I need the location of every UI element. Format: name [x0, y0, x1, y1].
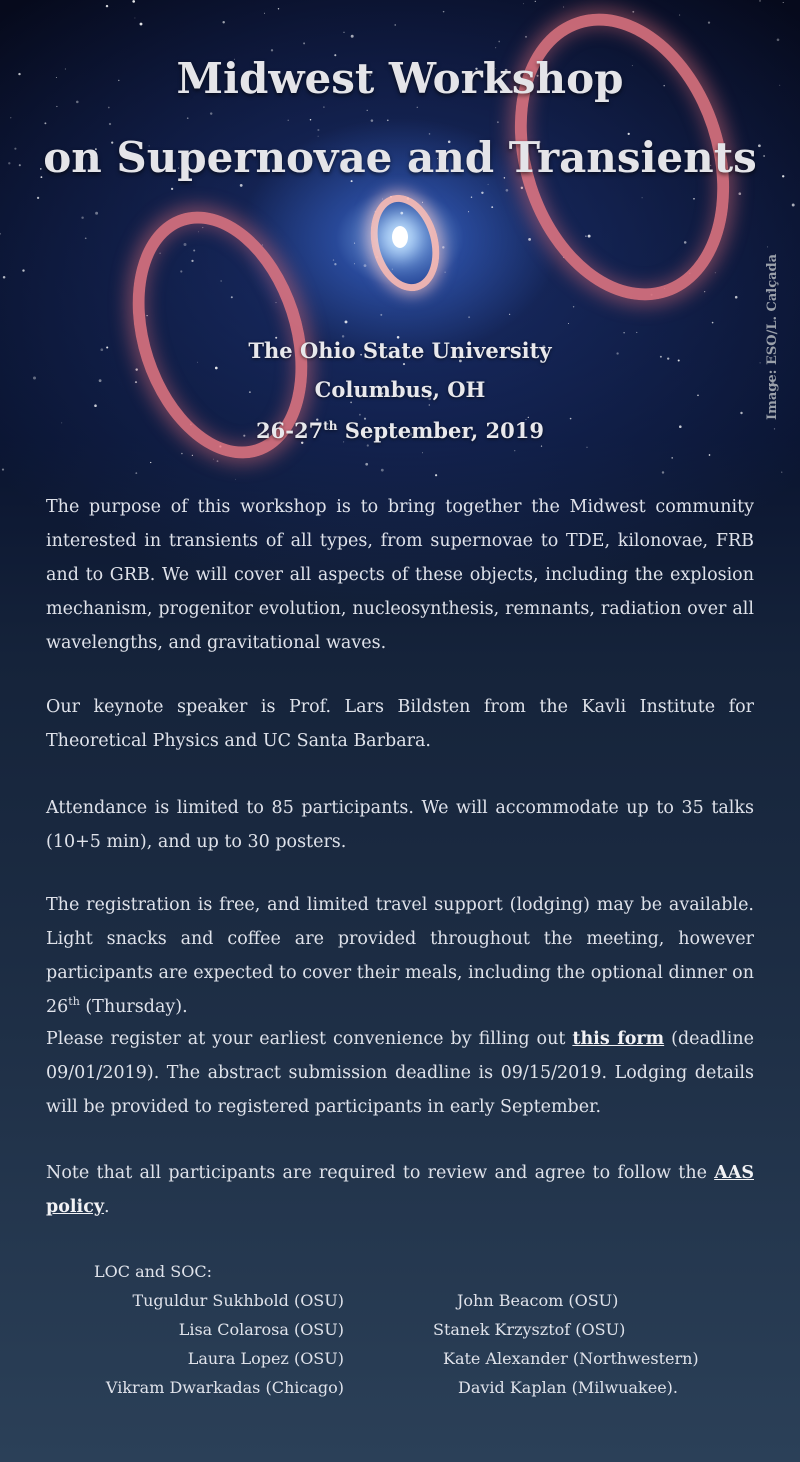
register-paragraph — [46, 1022, 754, 1124]
image-credit: Image: ESO/L. Calçada — [765, 253, 780, 420]
committee-member: John Beacom (OSU) — [457, 1291, 619, 1310]
committee-member: Stanek Krzysztof (OSU) — [433, 1320, 626, 1339]
committee-member: Laura Lopez (OSU) — [187, 1349, 344, 1368]
supernova-core — [392, 226, 408, 248]
date-prefix: 26-27 — [256, 418, 324, 443]
venue-institution: The Ohio State University — [248, 338, 552, 363]
registration-paragraph — [46, 888, 754, 1024]
committee-member: Tuguldur Sukhbold (OSU) — [132, 1291, 344, 1310]
register-text: Please register at your earliest convenience by filling out — [46, 1029, 573, 1049]
venue-date — [0, 418, 800, 443]
workshop-title-line1: Midwest Workshop — [176, 54, 624, 103]
date-ordinal: th — [323, 419, 338, 433]
committee-member: Lisa Colarosa (OSU) — [178, 1320, 344, 1339]
workshop-title-line2: on Supernovae and Transients — [43, 133, 757, 182]
registration-form-link[interactable]: this form — [572, 1029, 665, 1049]
committee-member: Vikram Dwarkadas (Chicago) — [105, 1378, 344, 1397]
register-text-end: (deadline 09/01/2019). The abstract submission deadline is 09/15/2019. Lodging details will be provided to registered participants in early September. — [46, 1029, 754, 1117]
policy-text-end: . — [104, 1197, 110, 1217]
registration-text-end: (Thursday). — [79, 997, 188, 1017]
policy-text: Note that all participants are required to review and agree to follow the — [46, 1163, 715, 1183]
registration-text: The registration is free, and limited travel support (lodging) may be available. Light snacks and coffee are provided throughout the meeting, however participants are expected to cover their meals, including the optional dinner on 26 — [46, 895, 754, 1017]
registration-ordinal: th — [68, 995, 80, 1009]
policy-paragraph — [46, 1156, 754, 1224]
purpose-paragraph: The purpose of this workshop is to bring together the Midwest community interested in transients of all types, from supernovae to TDE, kilonovae, FRB and to GRB. We will cover all aspects of these objects, including the explosion mechanism, progenitor evolution, nucleosynthesis, remnants, radiation over all wavelengths, and gravitational waves. — [46, 497, 754, 653]
keynote-paragraph: Our keynote speaker is Prof. Lars Bildsten from the Kavli Institute for Theoretical Physics and UC Santa Barbara. — [46, 697, 754, 751]
date-suffix: September, 2019 — [337, 418, 544, 443]
committee-member: Kate Alexander (Northwestern) — [443, 1349, 699, 1368]
committee-label: LOC and SOC: — [94, 1262, 212, 1281]
committee-member: David Kaplan (Milwuakee). — [458, 1378, 678, 1397]
aas-policy-link[interactable]: AAS policy — [46, 1163, 754, 1217]
venue-city: Columbus, OH — [314, 377, 486, 402]
attendance-paragraph: Attendance is limited to 85 participants. We will accommodate up to 35 talks (10+5 min), and up to 30 posters. — [46, 798, 754, 852]
